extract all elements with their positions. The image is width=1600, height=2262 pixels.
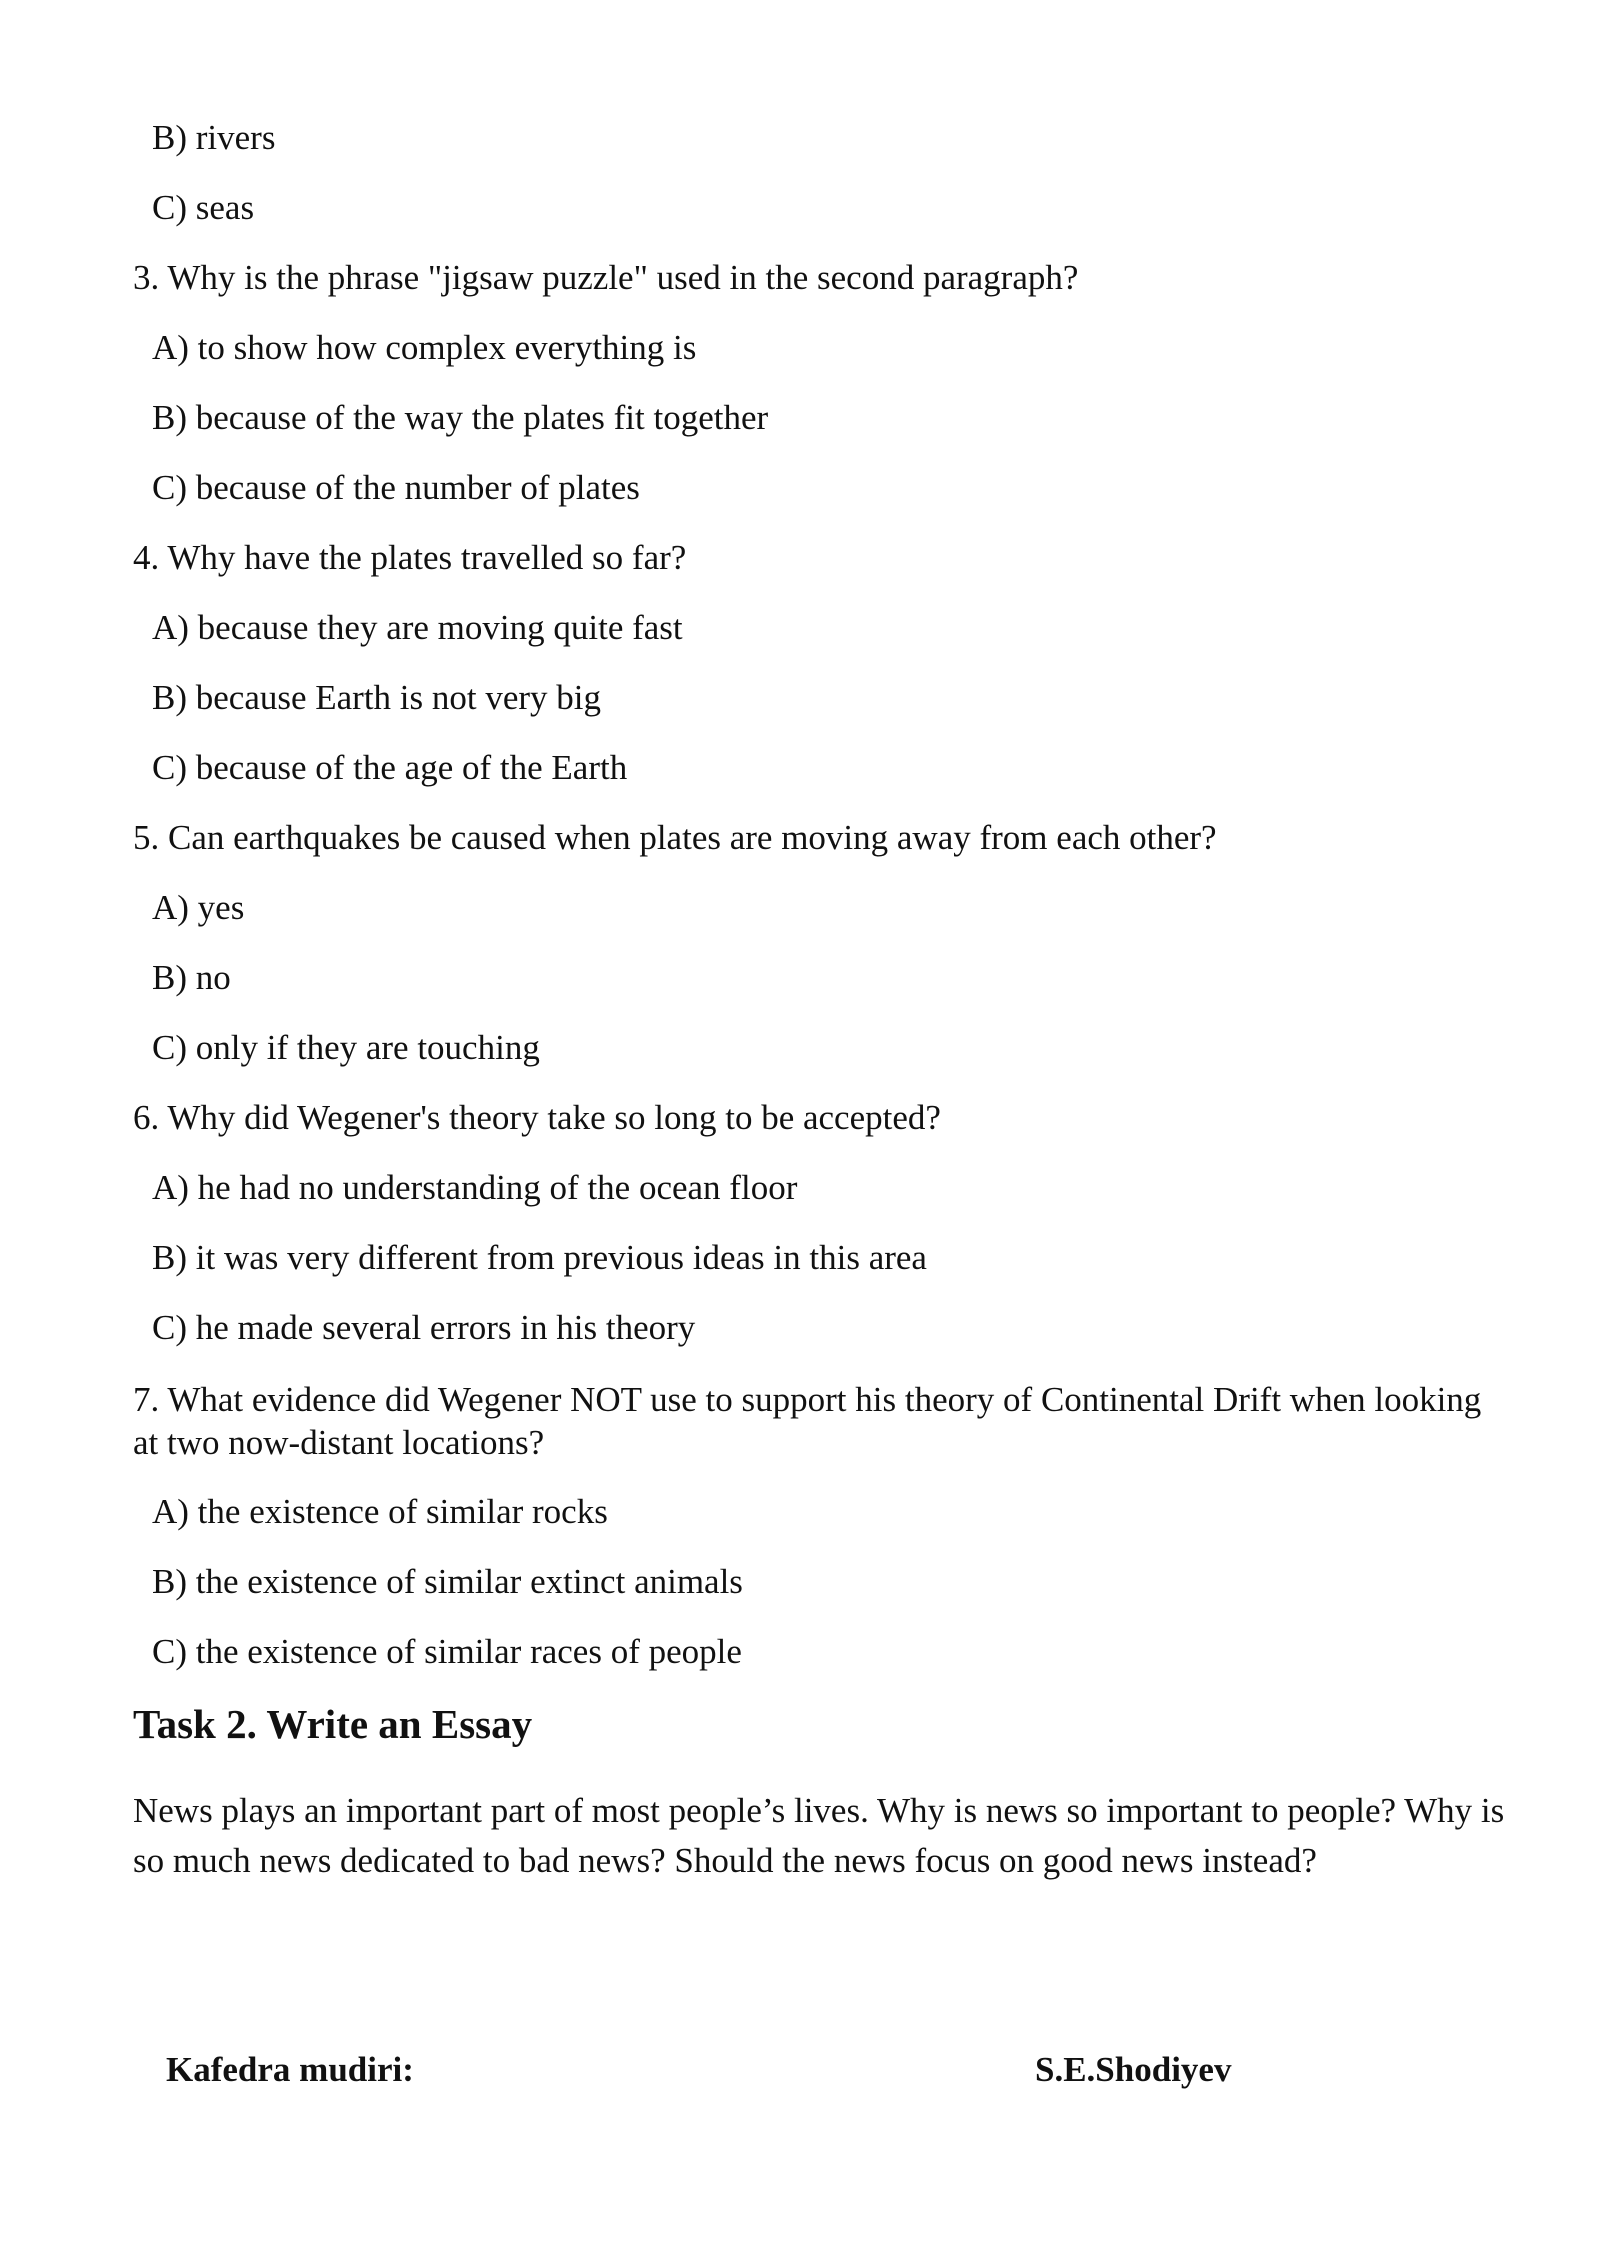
- question-6: 6. Why did Wegener's theory take so long to be accepted?: [133, 1098, 941, 1137]
- essay-prompt: News plays an important part of most people’s lives. Why is news so important to people? Why is so much news dedicated to bad news? Should the news focus on good news instead?: [133, 1791, 1505, 1880]
- question-5: 5. Can earthquakes be caused when plates are moving away from each other?: [133, 818, 1217, 857]
- question-7-option-c: C) the existence of similar races of people: [152, 1632, 742, 1671]
- question-5-option-c: C) only if they are touching: [152, 1028, 540, 1067]
- signature-name: S.E.Shodiyev: [1035, 2050, 1232, 2089]
- question-4-option-b: B) because Earth is not very big: [152, 678, 602, 717]
- question-3-option-a: A) to show how complex everything is: [152, 328, 697, 367]
- question-6-option-a: A) he had no understanding of the ocean floor: [152, 1168, 798, 1207]
- option-c-seas: C) seas: [152, 188, 255, 227]
- question-4-option-c: C) because of the age of the Earth: [152, 748, 628, 787]
- option-b-rivers: B) rivers: [152, 118, 276, 157]
- question-4-option-a: A) because they are moving quite fast: [152, 608, 683, 647]
- question-3-option-c: C) because of the number of plates: [152, 468, 640, 507]
- question-6-option-c: C) he made several errors in his theory: [152, 1308, 696, 1347]
- question-7: 7. What evidence did Wegener NOT use to support his theory of Continental Drift when looking at two now-distant locations?: [133, 1380, 1482, 1462]
- question-7-option-a: A) the existence of similar rocks: [152, 1492, 608, 1531]
- question-5-option-b: B) no: [152, 958, 231, 997]
- question-3-option-b: B) because of the way the plates fit together: [152, 398, 769, 437]
- question-7-option-b: B) the existence of similar extinct animals: [152, 1562, 743, 1601]
- signature-label: Kafedra mudiri:: [166, 2050, 414, 2089]
- question-6-option-b: B) it was very different from previous ideas in this area: [152, 1238, 927, 1277]
- task-2-heading: Task 2. Write an Essay: [133, 1701, 533, 1747]
- question-3: 3. Why is the phrase "jigsaw puzzle" used in the second paragraph?: [133, 258, 1079, 297]
- question-4: 4. Why have the plates travelled so far?: [133, 538, 687, 577]
- question-5-option-a: A) yes: [152, 888, 245, 927]
